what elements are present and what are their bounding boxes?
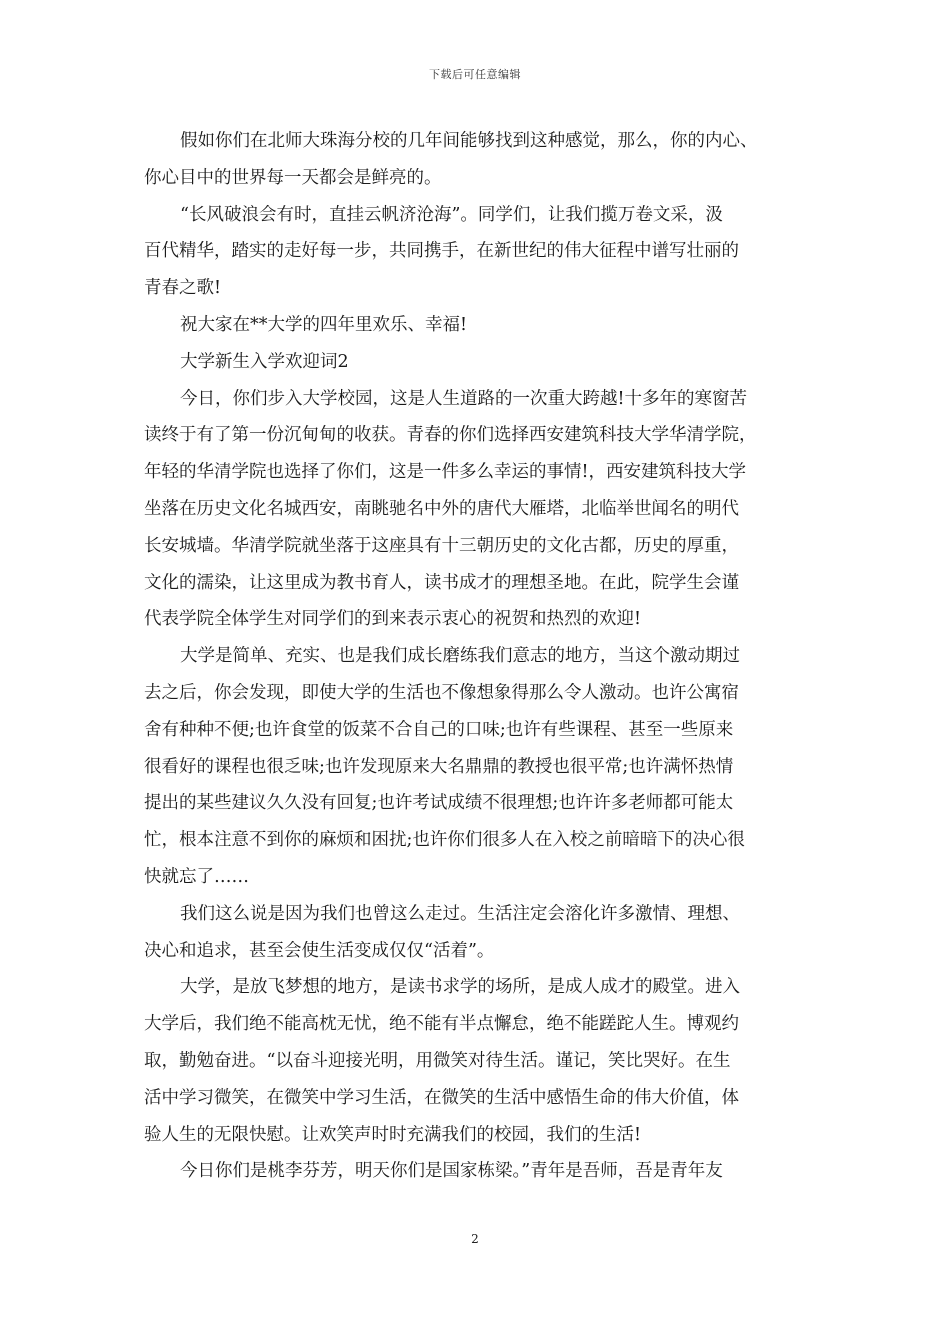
header-note: 下载后可任意编辑 xyxy=(429,68,521,81)
text-line: 大学新生入学欢迎词2 xyxy=(180,351,349,372)
text-line: 年轻的华清学院也选择了你们，这是一件多么幸运的事情!，西安建筑科技大学 xyxy=(144,462,747,483)
text-line: 决心和追求，甚至会使生活变成仅仅“活着”。 xyxy=(144,940,495,961)
document-body xyxy=(144,123,812,1190)
text-line: 你心目中的世界每一天都会是鲜亮的。 xyxy=(144,167,442,188)
text-line: 长安城墙。华清学院就坐落于这座具有十三朝历史的文化古都，历史的厚重， xyxy=(144,535,739,556)
text-line: 祝大家在**大学的四年里欢乐、幸福! xyxy=(180,314,468,335)
text-line: 大学后，我们绝不能高枕无忧，绝不能有半点懈怠，绝不能蹉跎人生。博观约 xyxy=(144,1014,739,1035)
text-line: 舍有种种不便;也许食堂的饭菜不合自己的口味;也许有些课程、甚至一些原来 xyxy=(144,719,734,740)
text-line: 取，勤勉奋进。“以奋斗迎接光明，用微笑对待生活。谨记，笑比哭好。在生 xyxy=(144,1050,731,1071)
text-line: 假如你们在北师大珠海分校的几年间能够找到这种感觉，那么，你的内心、 xyxy=(180,131,758,151)
text-line: 青春之歌! xyxy=(144,278,222,299)
text-line: 忙，根本注意不到你的麻烦和困扰;也许你们很多人在入校之前暗暗下的决心很 xyxy=(144,830,745,851)
text-line: 大学是简单、充实、也是我们成长磨练我们意志的地方，当这个激动期过 xyxy=(180,646,740,667)
text-line: 代表学院全体学生对同学们的到来表示衷心的祝贺和热烈的欢迎! xyxy=(144,609,642,630)
text-line: 文化的濡染，让这里成为教书育人，读书成才的理想圣地。在此，院学生会谨 xyxy=(144,572,739,593)
text-line: “长风破浪会有时，直挂云帆济沧海”。同学们，让我们揽万卷文采，汲 xyxy=(180,204,723,225)
text-line: 今日，你们步入大学校园，这是人生道路的一次重大跨越!十多年的寒窗苦 xyxy=(180,388,748,409)
text-line: 活中学习微笑，在微笑中学习生活，在微笑的生活中感悟生命的伟大价值，体 xyxy=(144,1087,739,1108)
text-line: 去之后，你会发现，即使大学的生活也不像想象得那么令人激动。也许公寓宿 xyxy=(144,682,739,703)
text-line: 读终于有了第一份沉甸甸的收获。青春的你们选择西安建筑科技大学华清学院， xyxy=(144,425,757,446)
text-line: 验人生的无限快慰。让欢笑声时时充满我们的校园，我们的生活! xyxy=(144,1124,642,1145)
text-line: 百代精华，踏实的走好每一步，共同携手，在新世纪的伟大征程中谱写壮丽的 xyxy=(144,241,739,262)
text-line: 坐落在历史文化名城西安，南眺驰名中外的唐代大雁塔，北临举世闻名的明代 xyxy=(144,498,739,519)
text-line: 提出的某些建议久久没有回复;也许考试成绩不很理想;也许许多老师都可能太 xyxy=(144,793,734,814)
text-line: 今日你们是桃李芬芳，明天你们是国家栋梁。”青年是吾师，吾是青年友 xyxy=(180,1161,723,1182)
text-line: 我们这么说是因为我们也曾这么走过。生活注定会溶化许多激情、理想、 xyxy=(180,903,740,924)
text-line: 快就忘了…… xyxy=(144,866,249,887)
text-line: 大学，是放飞梦想的地方，是读书求学的场所，是成人成才的殿堂。进入 xyxy=(180,977,740,998)
text-line: 很看好的课程也很乏味;也许发现原来大名鼎鼎的教授也很平常;也许满怀热情 xyxy=(144,756,734,777)
page-number: 2 xyxy=(471,1232,479,1246)
